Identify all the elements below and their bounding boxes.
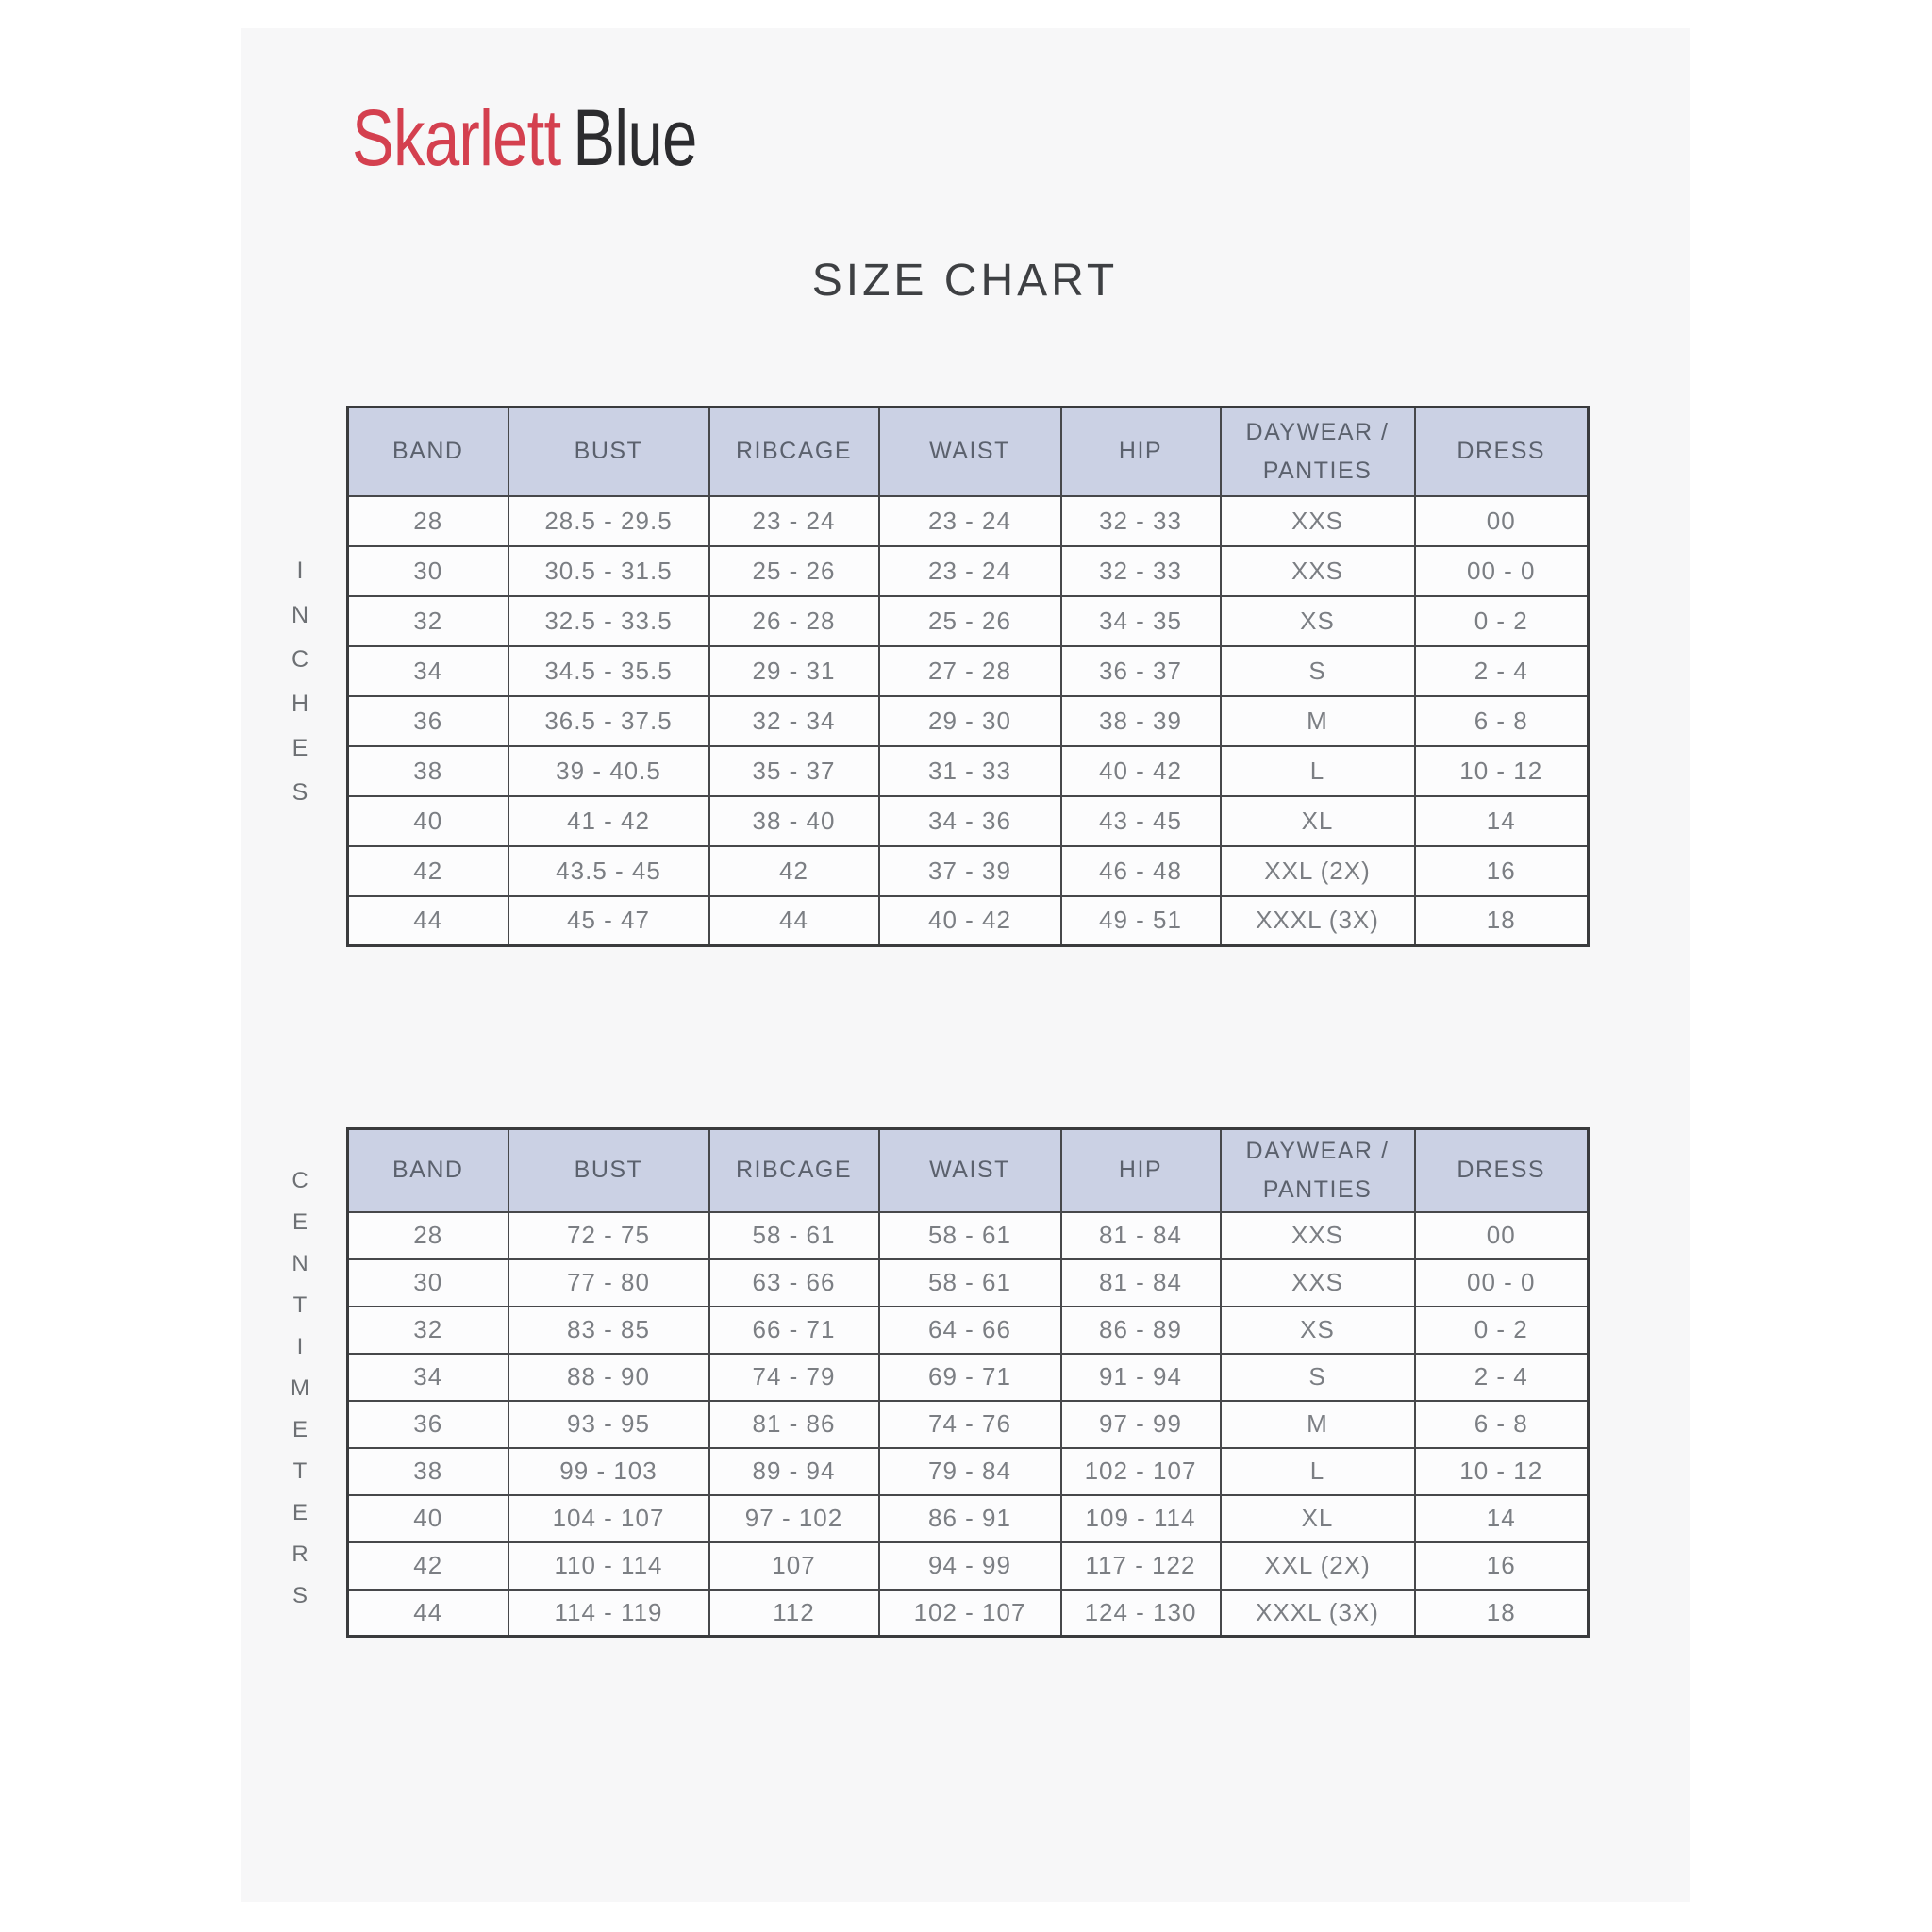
column-header-hip: HIP [1061,408,1221,496]
table-row-band-30 [348,1259,1589,1307]
unit-letter: E [291,1417,308,1442]
table-cell: 110 - 114 [508,1542,709,1590]
table-row-band-36 [348,696,1589,746]
table-cell: 88 - 90 [508,1354,709,1401]
table-cell: 49 - 51 [1061,896,1221,946]
table-cell: 36 [348,1401,508,1448]
table-cell: XL [1221,796,1415,846]
table-cell: 28.5 - 29.5 [508,496,709,546]
table-cell: 18 [1415,896,1589,946]
table-cell: XXS [1221,1259,1415,1307]
unit-letter: E [291,1500,308,1525]
table-cell: 6 - 8 [1415,1401,1589,1448]
table-cell: 97 - 99 [1061,1401,1221,1448]
table-cell: 44 [348,896,508,946]
table-cell: 42 [709,846,879,896]
table-row-band-28 [348,1212,1589,1259]
table-cell: 42 [348,1542,508,1590]
table-row-band-32 [348,596,1589,646]
table-cell: M [1221,696,1415,746]
table-cell: 44 [348,1590,508,1637]
table-row-band-36 [348,1401,1589,1448]
table-cell: 117 - 122 [1061,1542,1221,1590]
table-cell: 81 - 86 [709,1401,879,1448]
brand-logo [352,92,697,184]
table-cell: 83 - 85 [508,1307,709,1354]
table-cell: M [1221,1401,1415,1448]
table-cell: 16 [1415,1542,1589,1590]
table-cell: 10 - 12 [1415,746,1589,796]
table-cell: 30 [348,1259,508,1307]
table-cell: 64 - 66 [879,1307,1061,1354]
brand-logo-primary: Skarlett [352,93,561,182]
unit-letter: C [291,646,309,673]
table-cell: 41 - 42 [508,796,709,846]
table-cell: 45 - 47 [508,896,709,946]
table-cell: 28 [348,496,508,546]
column-header-band: BAND [348,1129,508,1212]
table-cell: 58 - 61 [709,1212,879,1259]
table-cell: 72 - 75 [508,1212,709,1259]
table-cell: 94 - 99 [879,1542,1061,1590]
column-header-dress: DRESS [1415,1129,1589,1212]
column-header-band: BAND [348,408,508,496]
table-cell: 29 - 30 [879,696,1061,746]
table-cell: 44 [709,896,879,946]
table-row-band-38 [348,1448,1589,1495]
table-cell: 23 - 24 [879,546,1061,596]
table-cell: 26 - 28 [709,596,879,646]
table-cell: 14 [1415,796,1589,846]
table-cell: 37 - 39 [879,846,1061,896]
column-header-hip: HIP [1061,1129,1221,1212]
table-cell: XS [1221,1307,1415,1354]
table-row-band-44 [348,1590,1589,1637]
table-row-band-42 [348,1542,1589,1590]
table-cell: 42 [348,846,508,896]
table-cell: XXXL (3X) [1221,1590,1415,1637]
table-cell: 30.5 - 31.5 [508,546,709,596]
table-cell: 102 - 107 [879,1590,1061,1637]
table-cell: 18 [1415,1590,1589,1637]
table-cell: 86 - 89 [1061,1307,1221,1354]
table-row-band-44 [348,896,1589,946]
table-cell: 104 - 107 [508,1495,709,1542]
unit-letter: S [291,1583,308,1608]
table-cell: 40 - 42 [1061,746,1221,796]
unit-letter: R [291,1541,308,1567]
unit-label-centimeters [265,1160,335,1617]
table-cell: XXL (2X) [1221,846,1415,896]
table-cell: 0 - 2 [1415,1307,1589,1354]
table-cell: 23 - 24 [879,496,1061,546]
table-cell: 46 - 48 [1061,846,1221,896]
table-cell: 34 [348,1354,508,1401]
table-cell: 10 - 12 [1415,1448,1589,1495]
table-cell: 69 - 71 [879,1354,1061,1401]
table-cell: 107 [709,1542,879,1590]
table-cell: 34 [348,646,508,696]
table-cell: 25 - 26 [709,546,879,596]
unit-letter: E [291,735,308,761]
table-row-band-28 [348,496,1589,546]
table-cell: 74 - 76 [879,1401,1061,1448]
table-cell: 40 [348,796,508,846]
table-cell: S [1221,646,1415,696]
table-cell: 40 [348,1495,508,1542]
table-cell: 34 - 35 [1061,596,1221,646]
table-cell: 79 - 84 [879,1448,1061,1495]
table-cell: 00 - 0 [1415,546,1589,596]
table-row-band-34 [348,646,1589,696]
unit-letter: E [291,1209,308,1235]
table-cell: L [1221,1448,1415,1495]
table-row-band-40 [348,796,1589,846]
column-header-ribcage: RIBCAGE [709,408,879,496]
table-cell: XXS [1221,1212,1415,1259]
table-cell: 2 - 4 [1415,1354,1589,1401]
table-cell: XS [1221,596,1415,646]
table-cell: 97 - 102 [709,1495,879,1542]
table-cell: 81 - 84 [1061,1212,1221,1259]
table-cell: L [1221,746,1415,796]
table-cell: 00 [1415,496,1589,546]
table-cell: 114 - 119 [508,1590,709,1637]
table-cell: 43.5 - 45 [508,846,709,896]
table-cell: 38 - 40 [709,796,879,846]
table-cell: 86 - 91 [879,1495,1061,1542]
table-cell: 28 [348,1212,508,1259]
unit-letter: T [292,1458,308,1484]
table-cell: 58 - 61 [879,1212,1061,1259]
unit-letter: N [291,602,309,628]
table-cell: 34.5 - 35.5 [508,646,709,696]
header-row [348,1129,1589,1212]
unit-letter: N [291,1251,308,1276]
column-header-bust: BUST [508,408,709,496]
column-header-waist: WAIST [879,408,1061,496]
table-cell: 102 - 107 [1061,1448,1221,1495]
table-cell: 36 - 37 [1061,646,1221,696]
table-cell: 58 - 61 [879,1259,1061,1307]
table-cell: XXS [1221,546,1415,596]
unit-letter: C [291,1168,308,1193]
table-cell: 32 - 34 [709,696,879,746]
table-cell: 32 [348,596,508,646]
column-header-ribcage: RIBCAGE [709,1129,879,1212]
table-cell: 6 - 8 [1415,696,1589,746]
table-cell: 35 - 37 [709,746,879,796]
table-cell: 00 - 0 [1415,1259,1589,1307]
table-cell: 34 - 36 [879,796,1061,846]
table-cell: 14 [1415,1495,1589,1542]
table-cell: 39 - 40.5 [508,746,709,796]
table-cell: 31 - 33 [879,746,1061,796]
page-title: SIZE CHART [811,256,1119,306]
table-cell: 32.5 - 33.5 [508,596,709,646]
table-cell: 109 - 114 [1061,1495,1221,1542]
table-cell: 32 [348,1307,508,1354]
unit-letter: H [291,691,309,717]
table-cell: XXS [1221,496,1415,546]
brand-logo-secondary: Blue [573,93,697,182]
unit-letter: T [292,1292,308,1318]
table-cell: XL [1221,1495,1415,1542]
table-cell: 81 - 84 [1061,1259,1221,1307]
column-header-waist: WAIST [879,1129,1061,1212]
table-cell: 38 [348,746,508,796]
table-row-band-30 [348,546,1589,596]
table-cell: 112 [709,1590,879,1637]
page-background [241,28,1690,1902]
table-cell: 25 - 26 [879,596,1061,646]
table-cell: 30 [348,546,508,596]
table-cell: 63 - 66 [709,1259,879,1307]
table-cell: 43 - 45 [1061,796,1221,846]
column-header-daywear-panties: DAYWEAR / PANTIES [1221,1129,1415,1212]
table-cell: 40 - 42 [879,896,1061,946]
column-header-daywear-panties: DAYWEAR / PANTIES [1221,408,1415,496]
size-table-inches [346,406,1590,947]
table-cell: 91 - 94 [1061,1354,1221,1401]
table-cell: 36.5 - 37.5 [508,696,709,746]
unit-label-inches [265,549,335,815]
table-cell: 93 - 95 [508,1401,709,1448]
table-cell: 2 - 4 [1415,646,1589,696]
table-row-band-42 [348,846,1589,896]
column-header-bust: BUST [508,1129,709,1212]
table-cell: 32 - 33 [1061,546,1221,596]
table-cell: 124 - 130 [1061,1590,1221,1637]
table-row-band-38 [348,746,1589,796]
table-cell: XXL (2X) [1221,1542,1415,1590]
table-row-band-34 [348,1354,1589,1401]
table-cell: 38 [348,1448,508,1495]
table-row-band-40 [348,1495,1589,1542]
table-cell: 74 - 79 [709,1354,879,1401]
table-cell: 66 - 71 [709,1307,879,1354]
table-cell: 99 - 103 [508,1448,709,1495]
table-cell: 00 [1415,1212,1589,1259]
table-cell: 32 - 33 [1061,496,1221,546]
table-cell: 23 - 24 [709,496,879,546]
table-cell: 38 - 39 [1061,696,1221,746]
table-cell: 16 [1415,846,1589,896]
header-row [348,408,1589,496]
table-cell: 89 - 94 [709,1448,879,1495]
table-cell: 29 - 31 [709,646,879,696]
table-cell: XXXL (3X) [1221,896,1415,946]
size-table-centimeters [346,1127,1590,1638]
table-cell: 36 [348,696,508,746]
unit-letter: M [291,1375,309,1401]
table-cell: 27 - 28 [879,646,1061,696]
table-row-band-32 [348,1307,1589,1354]
unit-letter: S [291,779,308,806]
unit-letter: I [296,558,304,584]
unit-letter: I [296,1334,304,1359]
table-cell: 0 - 2 [1415,596,1589,646]
table-cell: 77 - 80 [508,1259,709,1307]
table-cell: S [1221,1354,1415,1401]
column-header-dress: DRESS [1415,408,1589,496]
